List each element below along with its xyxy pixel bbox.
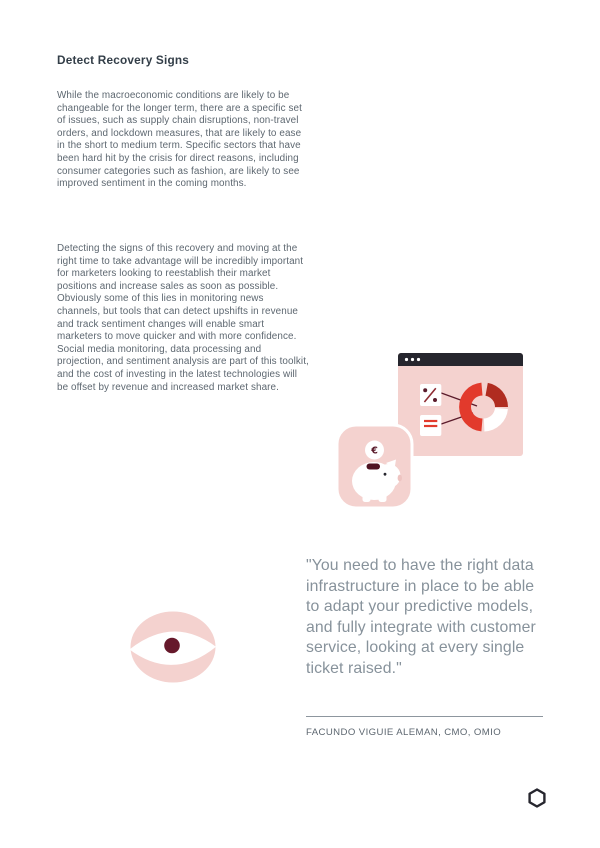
hexagon-logo-icon [526,787,548,809]
window-dots-icon [405,358,420,361]
coin-slot [367,464,381,470]
percent-icon [420,384,441,406]
body-paragraph-2: Detecting the signs of this recovery and moving at the right time to take advantage will be incredibly important for marketers looking to reestablish their market positions and increase sales as soon as possible. Obviously some of this lies in monitoring news channels, but tools that can detect upshifts in revenue and track sentiment changes will enable smart marketers to move quicker and with more confidence. Social media monitoring, data processing and projection, and sentiment analysis are part of this toolkit, and the cost of investing in the latest technologies will be offset by revenue and increased market share. [57,243,309,393]
analytics-illustration [330,343,530,515]
list-icon [420,415,441,436]
pull-quote [306,556,552,680]
browser-titlebar [398,353,523,366]
euro-coin-icon [365,441,384,460]
eye-pupil [164,638,180,654]
page-title: Detect Recovery Signs [57,53,190,67]
piggy-bank-tile-icon [337,425,412,508]
euro-symbol: € [371,445,378,457]
brand-logo [526,787,548,809]
eye-illustration [125,598,221,694]
quote-text: "You need to have the right data infrastructure in place to be able to adapt your predictive models, and fully integrate with customer service, looking at every single ticket raised." [306,557,536,677]
body-paragraph-1: While the macroeconomic conditions are likely to be changeable for the longer term, there are a specific set of issues, such as supply chain disruptions, non-travel orders, and lockdown measures, that are likely to ease in the short to medium term. Specific sectors that have been hard hit by the crisis for direct reasons, including consumer categories such as fashion, are likely to see improved sentiment in the coming months. [57,90,302,190]
browser-window-icon [398,353,523,456]
quote-attribution: FACUNDO VIGUIE ALEMAN, CMO, OMIO [306,727,502,738]
quote-divider [306,716,543,717]
eye-illustration-svg [125,598,221,694]
analytics-illustration-svg [330,343,530,515]
piggy-eye-dot [384,473,387,476]
